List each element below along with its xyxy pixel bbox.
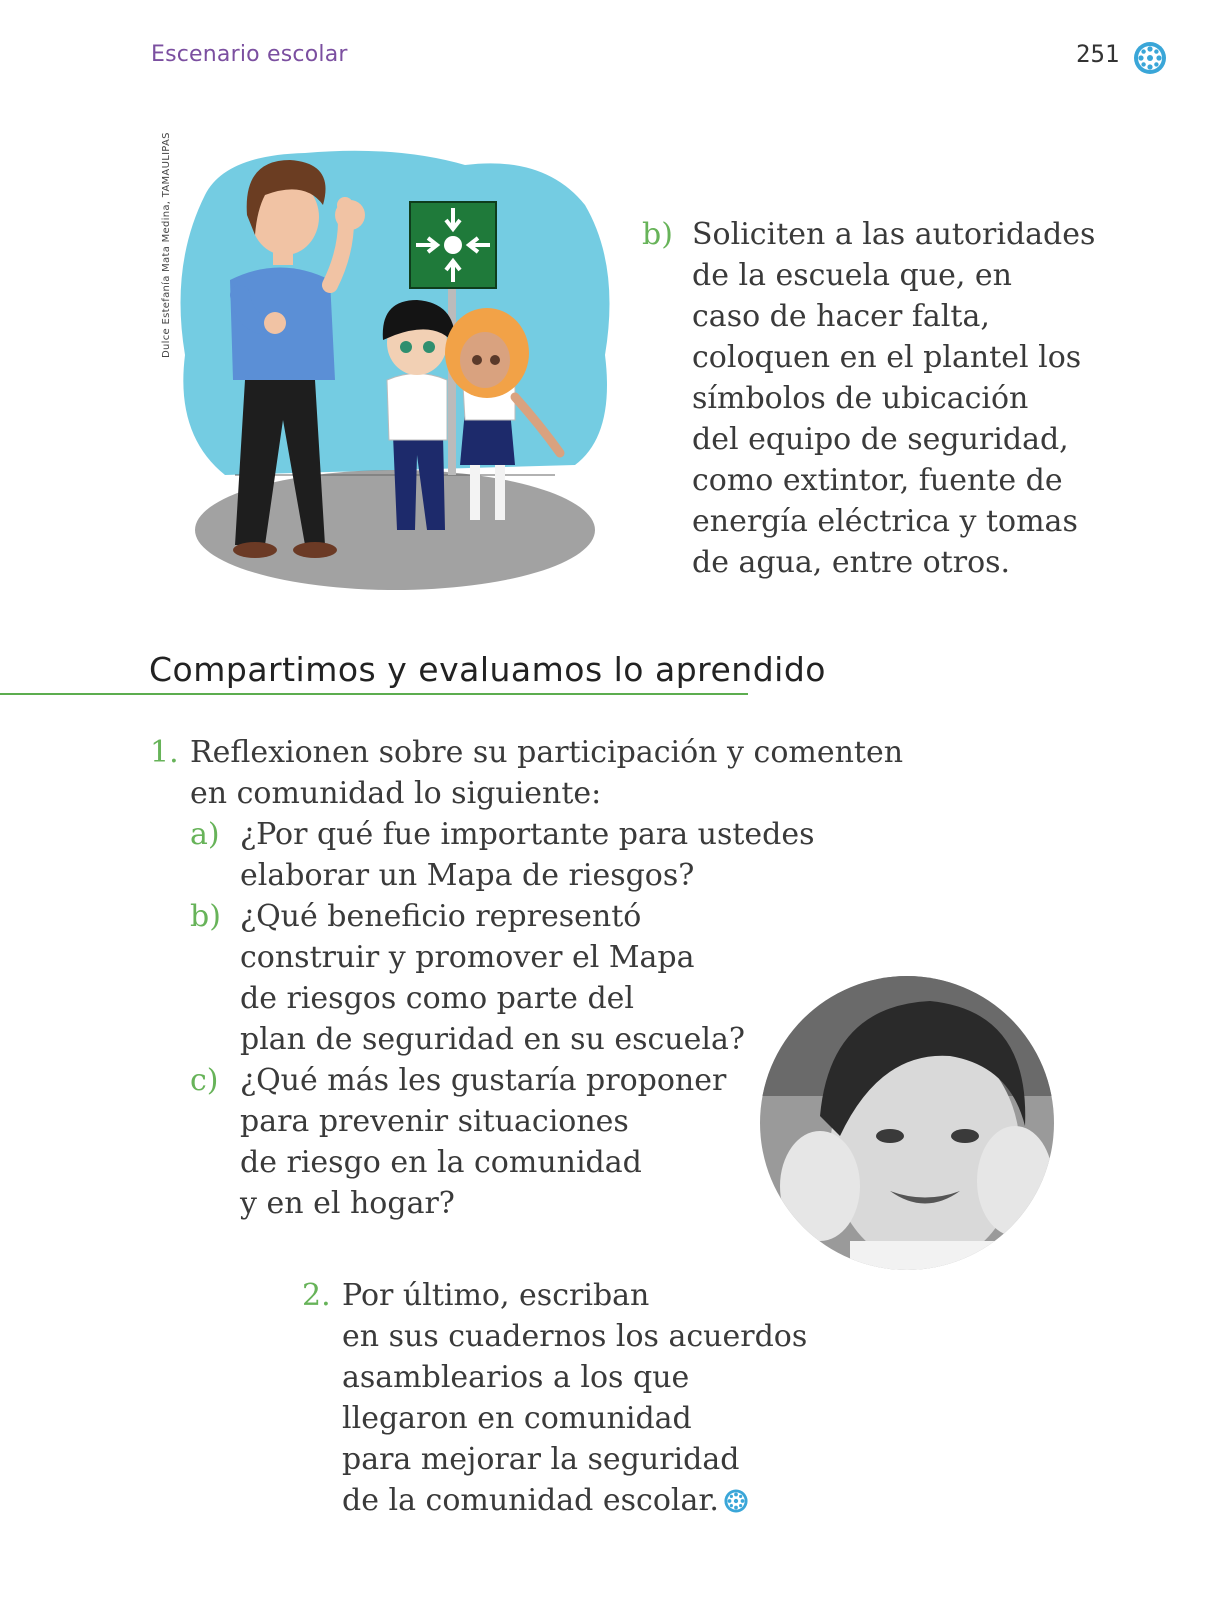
text-line: Reflexionen sobre su participación y comenten — [190, 735, 904, 770]
text-line: Por último, escriban — [342, 1278, 650, 1313]
section-header: Escenario escolar — [151, 42, 348, 67]
item-text — [692, 214, 1112, 583]
sub-question-text — [240, 814, 860, 896]
text-line: elaborar un Mapa de riesgos? — [240, 858, 695, 893]
text-line: en comunidad lo siguiente: — [190, 776, 602, 811]
text-line: construir y promover el Mapa — [240, 940, 695, 975]
emblem-icon — [1132, 40, 1168, 76]
text-line-last — [342, 1480, 822, 1521]
text-line: de la comunidad escolar. — [342, 1483, 719, 1518]
evacuation-illustration — [165, 135, 625, 610]
text-line: llegaron en comunidad — [342, 1401, 692, 1436]
page-number: 251 — [1076, 40, 1120, 68]
question-text — [342, 1275, 822, 1521]
sub-question-text — [240, 1060, 780, 1224]
text-line: plan de seguridad en su escuela? — [240, 1022, 745, 1057]
sub-question-text — [240, 896, 800, 1060]
text-line: del equipo de seguridad, — [692, 422, 1069, 457]
question-text — [190, 732, 950, 814]
illustration-credit: Dulce Estefanía Mata Medina, TAMAULIPAS — [161, 132, 172, 358]
text-line: de la escuela que, en — [692, 258, 1012, 293]
text-line: de riesgo en la comunidad — [240, 1145, 642, 1180]
text-line: símbolos de ubicación — [692, 381, 1029, 416]
text-line: de agua, entre otros. — [692, 545, 1011, 580]
end-emblem-icon — [723, 1488, 749, 1514]
text-line: coloquen en el plantel los — [692, 340, 1082, 375]
text-line: caso de hacer falta, — [692, 299, 990, 334]
text-line: ¿Qué más les gustaría proponer — [240, 1063, 727, 1098]
text-line: como extintor, fuente de — [692, 463, 1063, 498]
section-title: Compartimos y evaluamos lo aprendido — [149, 650, 826, 689]
item-marker: b) — [190, 899, 221, 934]
item-marker: b) — [642, 217, 673, 252]
text-line: para prevenir situaciones — [240, 1104, 629, 1139]
item-marker: a) — [190, 817, 220, 852]
text-line: en sus cuadernos los acuerdos — [342, 1319, 808, 1354]
text-line: energía eléctrica y tomas — [692, 504, 1078, 539]
question-number: 2. — [302, 1278, 331, 1313]
question-number: 1. — [150, 735, 179, 770]
text-line: asamblearios a los que — [342, 1360, 690, 1395]
text-line: Soliciten a las autoridades — [692, 217, 1096, 252]
text-line: ¿Qué beneficio representó — [240, 899, 642, 934]
text-line: de riesgos como parte del — [240, 981, 635, 1016]
section-divider — [0, 693, 748, 695]
text-line: y en el hogar? — [240, 1186, 455, 1221]
item-marker: c) — [190, 1063, 219, 1098]
text-line: para mejorar la seguridad — [342, 1442, 740, 1477]
text-line: ¿Por qué fue importante para ustedes — [240, 817, 815, 852]
child-photo — [760, 976, 1054, 1270]
